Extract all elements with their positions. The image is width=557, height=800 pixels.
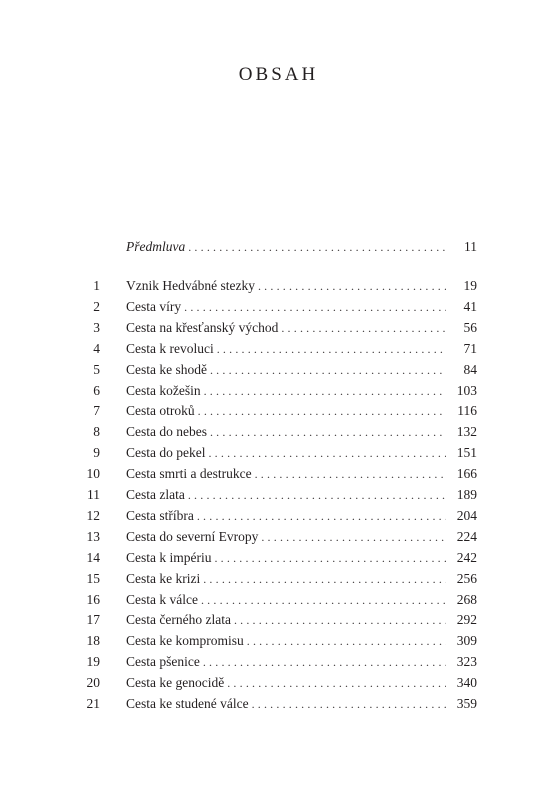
chapter-number: 1: [93, 278, 100, 293]
toc-title: Cesta k válce: [126, 591, 198, 607]
toc-page-number: 71: [463, 340, 477, 356]
dot-leader: [188, 237, 446, 257]
dot-leader: [210, 360, 446, 380]
toc-entry-chapter[interactable]: [0, 401, 557, 421]
toc-title: Cesta zlata: [126, 487, 185, 502]
toc-page-number: 359: [456, 696, 477, 711]
chapter-number: 3: [93, 319, 100, 335]
dot-leader: [281, 318, 446, 338]
toc-entry-text: [126, 318, 446, 338]
toc-page-number: 56: [463, 319, 477, 335]
chapter-number: 5: [93, 361, 100, 377]
toc-page-number: 224: [456, 528, 477, 544]
chapter-number: 13: [86, 528, 100, 544]
toc-page-number: 340: [456, 675, 477, 691]
toc-entry-text: [126, 276, 446, 296]
chapter-number: 21: [86, 696, 100, 711]
toc-title: Cesta pšenice: [126, 654, 200, 670]
toc-entry-chapter[interactable]: [0, 610, 557, 630]
toc-page-number: 268: [456, 591, 477, 607]
dot-leader: [252, 694, 446, 714]
toc-page-number: 256: [456, 570, 477, 586]
toc-entry-text: [126, 694, 446, 714]
dot-leader: [197, 506, 446, 526]
toc-entry-chapter[interactable]: [0, 360, 557, 380]
toc-entry-chapter[interactable]: [0, 276, 557, 296]
toc-title: Cesta víry: [126, 298, 182, 314]
toc-entry-text: [126, 527, 446, 547]
toc-page-number: 41: [463, 298, 477, 314]
dot-leader: [234, 610, 446, 630]
dot-leader: [214, 548, 446, 568]
chapter-number: 6: [93, 382, 100, 398]
toc-page-number: 103: [456, 382, 477, 398]
toc-title: Cesta černého zlata: [126, 612, 231, 628]
toc-title: Cesta otroků: [126, 403, 195, 419]
toc-entry-text: [126, 485, 446, 505]
toc-entry-text: [126, 443, 446, 463]
dot-leader: [247, 631, 446, 651]
chapter-number: 16: [86, 591, 100, 607]
toc-page-number: 323: [456, 654, 477, 670]
toc-entry-text: [126, 652, 446, 672]
toc-title: Cesta ke genocidě: [126, 675, 225, 691]
toc-entry-chapter[interactable]: [0, 381, 557, 401]
toc-entry-chapter[interactable]: [0, 569, 557, 589]
toc-title: Cesta ke studené válce: [126, 696, 249, 711]
chapter-number: 18: [86, 633, 100, 649]
dot-leader: [227, 673, 446, 693]
toc-entry-text: [126, 506, 446, 526]
chapter-number: 9: [93, 445, 100, 461]
toc-page-number: 292: [456, 612, 477, 628]
toc-entry-text: [126, 339, 446, 359]
toc-entry-chapter[interactable]: [0, 652, 557, 672]
toc-page-number: 166: [456, 466, 477, 482]
chapter-number: 19: [86, 654, 100, 670]
toc-title: Cesta ke kompromisu: [126, 633, 244, 649]
toc-entry-text: [126, 237, 446, 257]
toc-entry-chapter[interactable]: [0, 339, 557, 359]
toc-page-number: 189: [456, 487, 477, 502]
toc-entry-chapter[interactable]: [0, 631, 557, 651]
dot-leader: [208, 443, 446, 463]
toc-entry-chapter[interactable]: [0, 422, 557, 442]
toc-title: Cesta na křesťanský východ: [126, 319, 279, 335]
dot-leader: [203, 569, 446, 589]
toc-title: Cesta k impériu: [126, 549, 212, 565]
toc-entry-chapter[interactable]: [0, 673, 557, 693]
chapter-number: 11: [87, 487, 100, 502]
chapter-number: 4: [93, 340, 100, 356]
dot-leader: [184, 297, 446, 317]
toc-entry-chapter[interactable]: [0, 527, 557, 547]
toc-title: Cesta stříbra: [126, 507, 194, 523]
chapter-number: 7: [93, 403, 100, 419]
toc-title: Předmluva: [126, 239, 186, 254]
toc-entry-text: [126, 610, 446, 630]
toc-title: Cesta ke shodě: [126, 361, 207, 377]
toc-page-number: 19: [463, 278, 477, 293]
chapter-number: 2: [93, 298, 100, 314]
page-title: OBSAH: [238, 64, 319, 85]
chapter-number: 20: [86, 675, 100, 691]
chapter-number: 8: [93, 424, 100, 440]
toc-entry-text: [126, 569, 446, 589]
toc-entry-text: [126, 548, 446, 568]
toc-entry-text: [126, 381, 446, 401]
toc-entry-text: [126, 673, 446, 693]
toc-entry-chapter[interactable]: [0, 443, 557, 463]
toc-page-number: 204: [456, 507, 477, 523]
toc-page-number: 132: [456, 424, 477, 440]
chapter-number: 17: [86, 612, 100, 628]
toc-entry-text: [126, 464, 446, 484]
dot-leader: [204, 381, 446, 401]
dot-leader: [201, 590, 446, 610]
dot-leader: [258, 276, 446, 296]
toc-page-number: 11: [464, 239, 477, 254]
toc-title: Cesta ke krizi: [126, 570, 201, 586]
dot-leader: [188, 485, 446, 505]
dot-leader: [217, 339, 446, 359]
toc-title: Cesta do severní Evropy: [126, 528, 259, 544]
toc-entry-text: [126, 631, 446, 651]
toc-entry-text: [126, 360, 446, 380]
toc-title: Cesta k revoluci: [126, 340, 214, 356]
dot-leader: [261, 527, 446, 547]
dot-leader: [198, 401, 446, 421]
toc-entry-chapter[interactable]: [0, 590, 557, 610]
chapter-number: 10: [86, 466, 100, 482]
chapter-number: 14: [86, 549, 100, 565]
toc-title: Cesta do pekel: [126, 445, 206, 461]
toc-entry-chapter[interactable]: [0, 297, 557, 317]
dot-leader: [203, 652, 446, 672]
toc-entry-preface[interactable]: [0, 237, 557, 257]
chapter-number: 12: [86, 507, 100, 523]
toc-entry-chapter[interactable]: [0, 464, 557, 484]
toc-page-number: 84: [463, 361, 477, 377]
toc-page-number: 242: [456, 549, 477, 565]
dot-leader: [210, 422, 446, 442]
toc-page-number: 151: [456, 445, 477, 461]
dot-leader: [255, 464, 446, 484]
toc-entry-chapter[interactable]: [0, 548, 557, 568]
toc-entry-text: [126, 401, 446, 421]
toc-entry-text: [126, 422, 446, 442]
toc-page-number: 309: [456, 633, 477, 649]
toc-title: Cesta kožešin: [126, 382, 201, 398]
toc-title: Cesta do nebes: [126, 424, 207, 440]
toc-title: Vznik Hedvábné stezky: [126, 278, 255, 293]
toc-entry-text: [126, 590, 446, 610]
toc-page-number: 116: [457, 403, 477, 419]
toc-entry-chapter[interactable]: [0, 485, 557, 505]
toc-entry-chapter[interactable]: [0, 694, 557, 714]
toc-entry-text: [126, 297, 446, 317]
chapter-number: 15: [86, 570, 100, 586]
toc-entry-chapter[interactable]: [0, 318, 557, 338]
toc-title: Cesta smrti a destrukce: [126, 466, 252, 482]
toc-entry-chapter[interactable]: [0, 506, 557, 526]
